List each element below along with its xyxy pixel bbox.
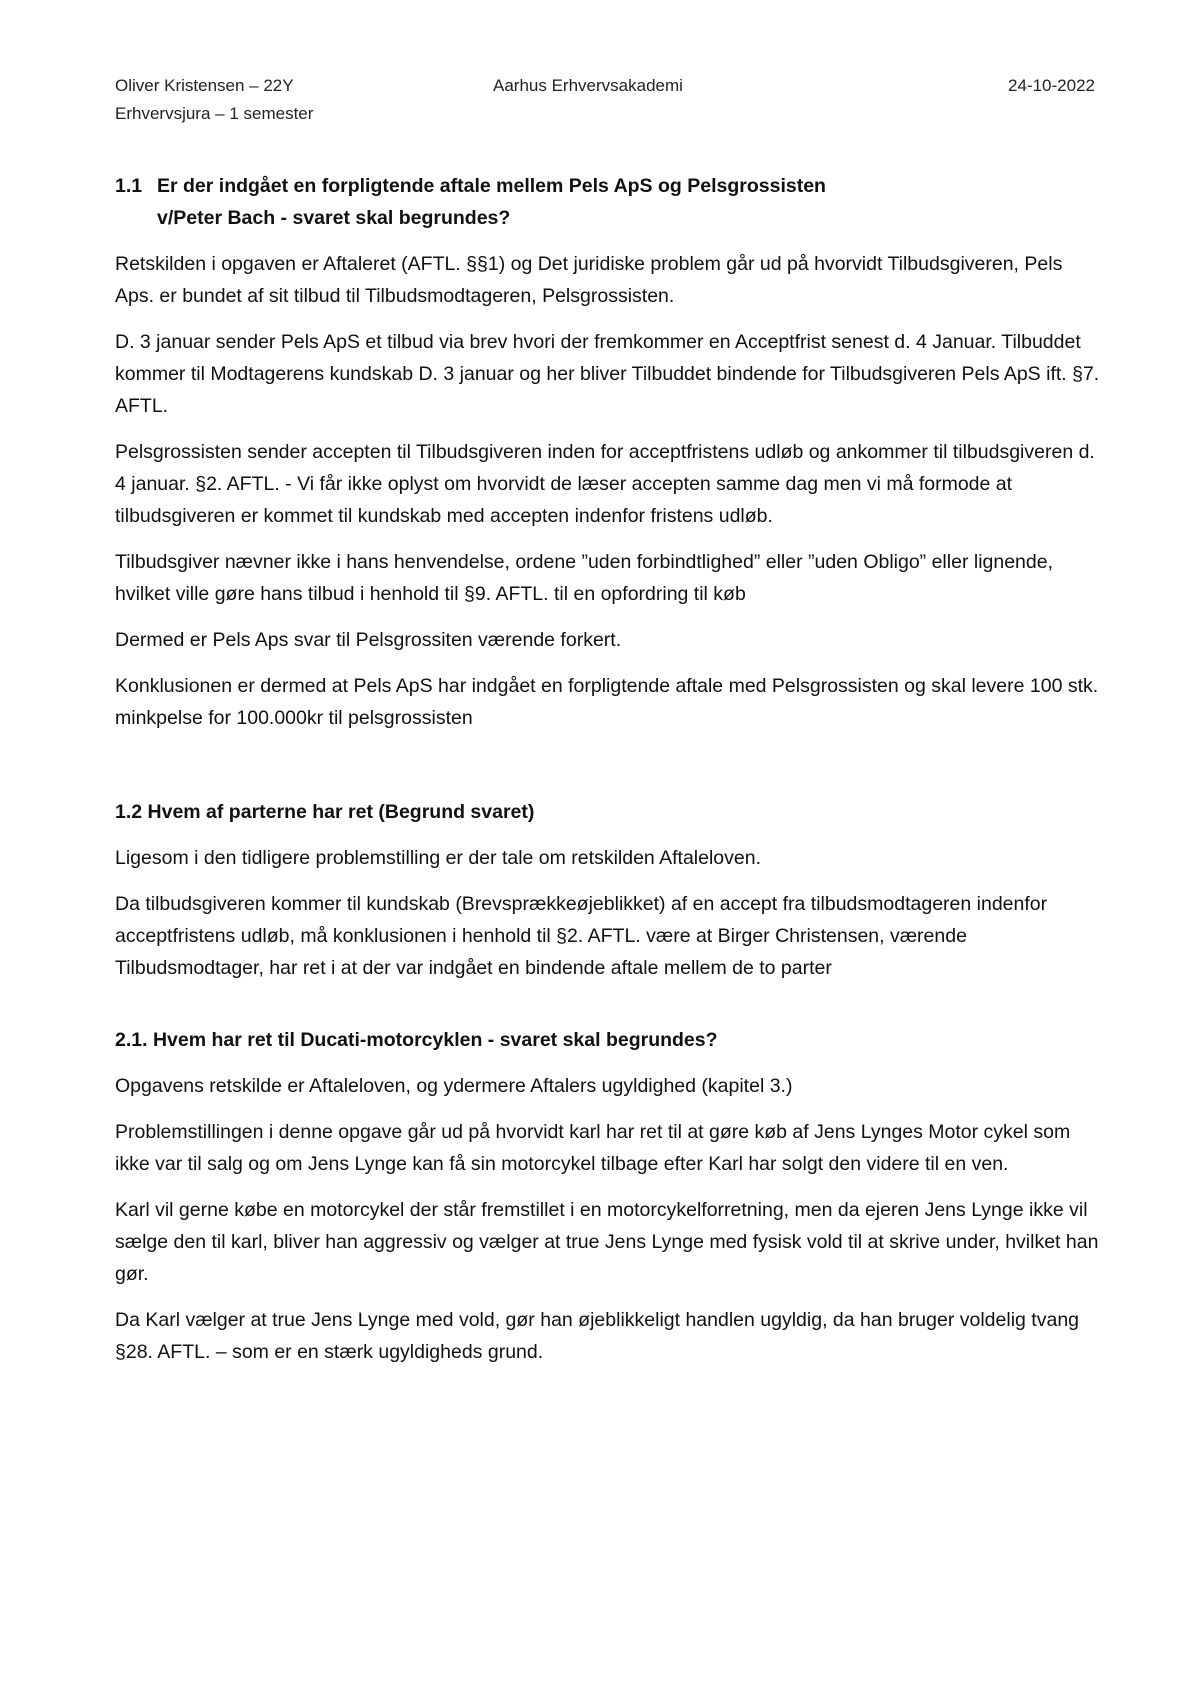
heading-line-1: Er der indgået en forpligtende aftale mellem Pels ApS og Pelsgrossisten [157,175,826,197]
author-line: Oliver Kristensen – 22Y [115,76,294,95]
page-header [115,72,1095,132]
paragraph: Karl vil gerne købe en motorcykel der står fremstillet i en motorcykelforretning, men da ejeren Jens Lynge ikke vil sælge den til karl, bliver han aggressiv og vælger at true Jens Lynge med fysisk vold til at skrive under, hvilket han gør. [115,1199,1099,1285]
document-date: 24-10-2022 [1008,76,1095,95]
section-heading-1-1 [115,170,1100,234]
paragraph: Tilbudsgiver nævner ikke i hans henvendelse, ordene ”uden forbindtlighed” eller ”uden Obligo” eller lignende, hvilket ville gøre hans tilbud i henhold til §9. AFTL. til en opfordring til køb [115,551,1054,605]
section-heading-2-1: 2.1. Hvem har ret til Ducati-motorcyklen - svaret skal begrundes? [115,1029,718,1051]
section-spacer [115,748,1100,796]
paragraph: Konklusionen er dermed at Pels ApS har indgået en forpligtende aftale med Pelsgrossisten og skal levere 100 stk. minkpelse for 100.000kr til pelsgrossisten [115,675,1099,729]
document-body [115,170,1100,1382]
heading-line-2: v/Peter Bach - svaret skal begrundes? [157,207,511,229]
course-line: Erhvervsjura – 1 semester [115,104,314,123]
paragraph: Da tilbudsgiveren kommer til kundskab (Brevsprækkeøjeblikket) af en accept fra tilbudsmodtageren indenfor acceptfristens udløb, må konklusionen i henhold til §2. AFTL. være at Birger Christensen, værende Tilbudsmodtager, har ret i at der var indgået en bindende aftale mellem de to parter [115,893,1048,979]
paragraph: Opgavens retskilde er Aftaleloven, og ydermere Aftalers ugyldighed (kapitel 3.) [115,1075,793,1097]
paragraph: Da Karl vælger at true Jens Lynge med vold, gør han øjeblikkeligt handlen ugyldig, da han bruger voldelig tvang §28. AFTL. – som er en stærk ugyldigheds grund. [115,1309,1080,1363]
paragraph: D. 3 januar sender Pels ApS et tilbud via brev hvori der fremkommer en Acceptfrist senest d. 4 Januar. Tilbuddet kommer til Modtagerens kundskab D. 3 januar og her bliver Tilbuddet bindende for Tilbudsgiveren Pels ApS ift. §7. AFTL. [115,331,1100,417]
header-left [115,72,313,128]
paragraph: Ligesom i den tidligere problemstilling er der tale om retskilden Aftaleloven. [115,847,762,869]
paragraph: Pelsgrossisten sender accepten til Tilbudsgiveren inden for acceptfristens udløb og ankommer til tilbudsgiveren d. 4 januar. §2. AFTL. - Vi får ikke oplyst om hvorvidt de læser accepten samme dag men vi må formode at tilbudsgiveren er kommet til kundskab med accepten indenfor fristens udløb. [115,441,1095,527]
paragraph: Retskilden i opgaven er Aftaleret (AFTL. §§1) og Det juridiske problem går ud på hvorvidt Tilbudsgiveren, Pels Aps. er bundet af sit tilbud til Tilbudsmodtageren, Pelsgrossisten. [115,253,1063,307]
paragraph: Problemstillingen i denne opgave går ud på hvorvidt karl har ret til at gøre køb af Jens Lynges Motor cykel som ikke var til salg og om Jens Lynge kan få sin motorcykel tilbage efter Karl har solgt den videre til en ven. [115,1121,1071,1175]
heading-number: 1.1 [115,175,143,197]
section-spacer [115,998,1100,1024]
institution-name: Aarhus Erhvervsakademi [493,76,683,95]
paragraph: Dermed er Pels Aps svar til Pelsgrossiten værende forkert. [115,629,622,651]
section-heading-1-2: 1.2 Hvem af parterne har ret (Begrund svaret) [115,801,535,823]
